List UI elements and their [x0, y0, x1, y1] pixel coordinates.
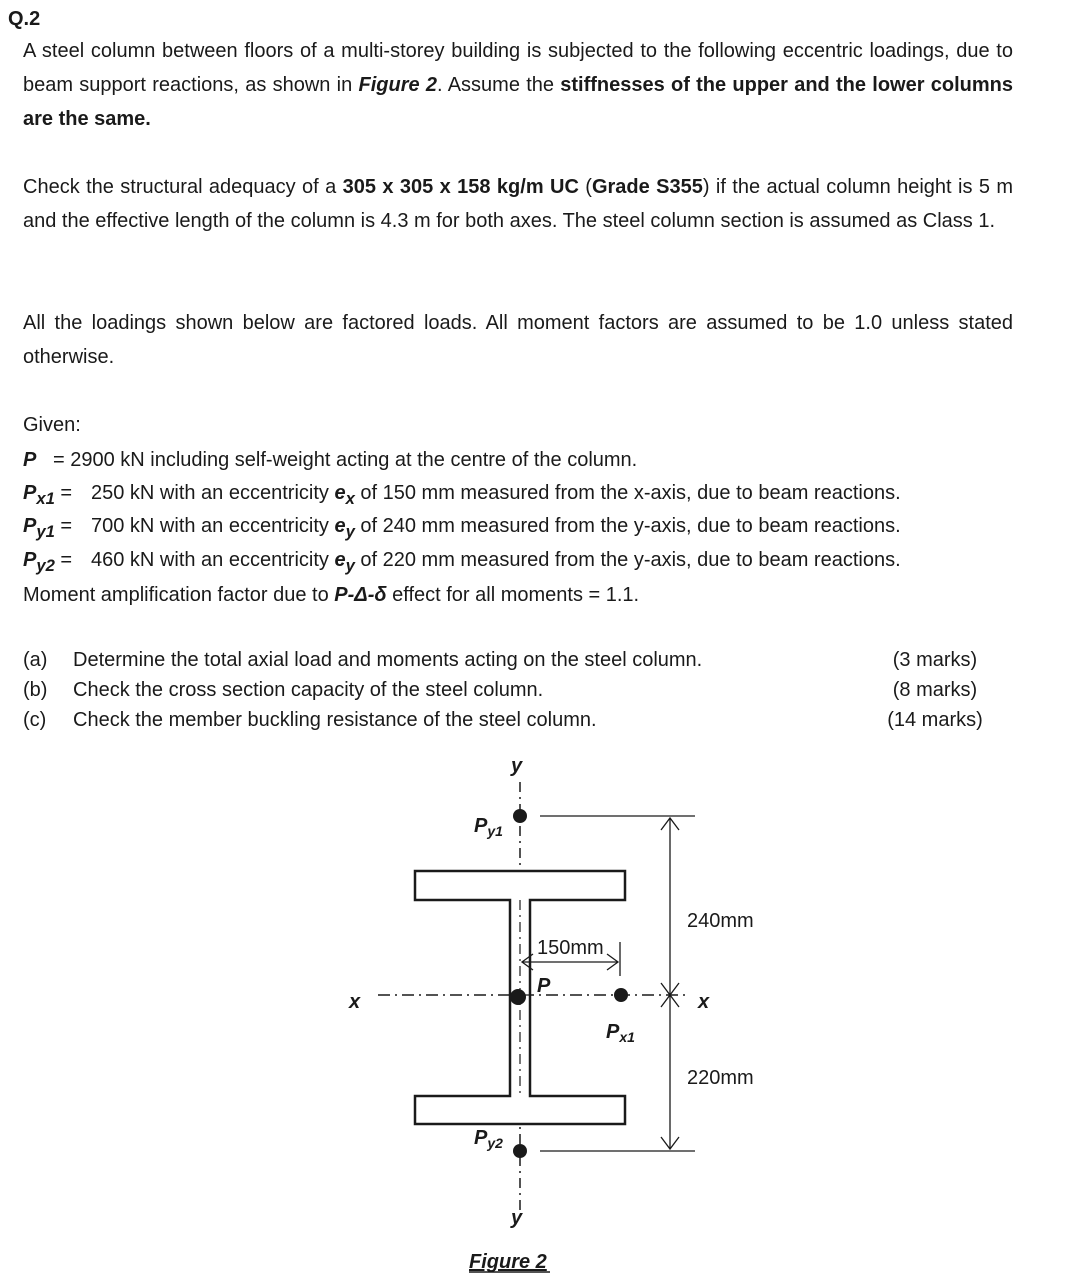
intro-bold-text: stiffnesses of the upper and the lower columns are the same.: [23, 74, 1014, 130]
given-Px1-ecc-e: e: [334, 482, 346, 504]
label-py2-p: P: [474, 1127, 488, 1149]
figure-2-diagram: [0, 740, 1066, 1279]
given-Py2-sub: y2: [36, 556, 55, 575]
given-Py1-ecc-e: e: [334, 515, 346, 537]
load-point-py1: [513, 809, 527, 823]
given-Px1-text-1: 250 kN with an eccentricity: [91, 482, 335, 504]
task-c-label: (c): [23, 709, 47, 731]
check-paragraph: [23, 170, 1013, 238]
label-p: P: [537, 975, 551, 997]
label-py2: [474, 1127, 503, 1151]
task-b-label: (b): [23, 679, 48, 701]
given-Py2-sym: P: [23, 549, 37, 571]
task-a-label: (a): [23, 649, 48, 671]
section-designation: 305 x 305 x 158 kg/m UC: [342, 176, 579, 198]
given-Py2-ecc-e: e: [334, 549, 346, 571]
given-P: [23, 443, 637, 477]
intro-text-1: A steel column between floors of a multi-storey building is subjected to the following eccentric loadings, due to beam support reactions, as shown in: [23, 40, 1013, 96]
figure-caption: Figure 2: [469, 1251, 547, 1273]
task-a-text: Determine the total axial load and moments acting on the steel column.: [73, 649, 703, 671]
check-text-3: ) if the actual column height is 5 m and the effective length of the column is 4.3 m for both axes. The steel column section is assumed as Class 1.: [23, 176, 1014, 232]
dim-label-240: 240mm: [687, 910, 754, 932]
given-Py1-sub: y1: [36, 522, 55, 541]
x-axis-label-left: x: [349, 991, 361, 1013]
dim-label-220: 220mm: [687, 1067, 754, 1089]
given-Py1-sym: P: [23, 515, 37, 537]
given-Px1-sub: x1: [36, 489, 55, 508]
amp-text-1: Moment amplification factor due to: [23, 584, 335, 606]
given-Px1-ecc: [334, 482, 355, 508]
label-px1-p: P: [606, 1021, 620, 1043]
dim-label-150: 150mm: [537, 937, 604, 959]
given-Px1-eq: =: [54, 482, 73, 504]
given-Py2: [23, 543, 901, 583]
task-a: [23, 645, 702, 675]
intro-text-2: . Assume the: [436, 74, 561, 96]
given-Py2-text-1: 460 kN with an eccentricity: [91, 549, 335, 571]
check-text-1: Check the structural adequacy of a: [23, 176, 343, 198]
amp-text-2: effect for all moments = 1.1.: [386, 584, 640, 606]
given-Px1-sym: P: [23, 482, 37, 504]
label-py2-sub: y2: [487, 1135, 503, 1151]
given-P-eq: =: [53, 449, 65, 471]
given-Py1-eq: =: [54, 515, 73, 537]
given-amplification: [23, 578, 639, 612]
label-px1-sub: x1: [619, 1029, 635, 1045]
loadings-note: All the loadings shown below are factored loads. All moment factors are assumed to be 1.0 unless stated otherwise.: [23, 312, 1013, 368]
given-Py1-ecc: [334, 515, 355, 541]
intro-paragraph: [23, 34, 1013, 136]
y-axis-label-top: y: [511, 755, 523, 777]
given-Py2-ecc: [334, 549, 355, 575]
load-point-py2: [513, 1144, 527, 1158]
task-c-text: Check the member buckling resistance of the steel column.: [73, 709, 597, 731]
task-c: [23, 705, 597, 735]
given-Py2-ecc-sub: y: [345, 556, 355, 575]
label-py1: [474, 815, 503, 839]
x-axis-label-right: x: [698, 991, 710, 1013]
given-Py2-symbol: [23, 543, 91, 583]
amp-symbol: P-Δ-δ: [334, 584, 387, 606]
label-py1-sub: y1: [487, 823, 503, 839]
label-px1: [606, 1021, 635, 1045]
label-py1-p: P: [474, 815, 488, 837]
given-Py2-text-2: of 220 mm measured from the y-axis, due to beam reactions.: [354, 549, 901, 571]
given-P-symbol: P: [23, 449, 37, 471]
load-point-p: [510, 989, 526, 1005]
task-b: [23, 675, 543, 705]
task-c-marks: (14 marks): [887, 709, 983, 731]
y-axis-label-bottom: y: [511, 1207, 523, 1229]
given-Px1-text-2: of 150 mm measured from the x-axis, due to beam reactions.: [354, 482, 901, 504]
given-Py1-ecc-sub: y: [345, 522, 355, 541]
question-number: Q.2: [8, 8, 41, 30]
task-b-marks: (8 marks): [892, 679, 978, 701]
load-point-px1: [614, 988, 628, 1002]
given-Py2-eq: =: [54, 549, 73, 571]
task-a-marks: (3 marks): [892, 649, 978, 671]
given-Py1-text-1: 700 kN with an eccentricity: [91, 515, 335, 537]
check-text-2: (: [578, 176, 592, 198]
figure-reference: Figure 2: [358, 74, 437, 96]
given-P-text: 2900 kN including self-weight acting at the centre of the column.: [64, 449, 638, 471]
given-Py1-text-2: of 240 mm measured from the y-axis, due to beam reactions.: [354, 515, 901, 537]
given-Px1-ecc-sub: x: [345, 489, 355, 508]
steel-grade: Grade S355: [591, 176, 703, 198]
given-title: Given:: [23, 414, 81, 436]
task-b-text: Check the cross section capacity of the steel column.: [73, 679, 544, 701]
